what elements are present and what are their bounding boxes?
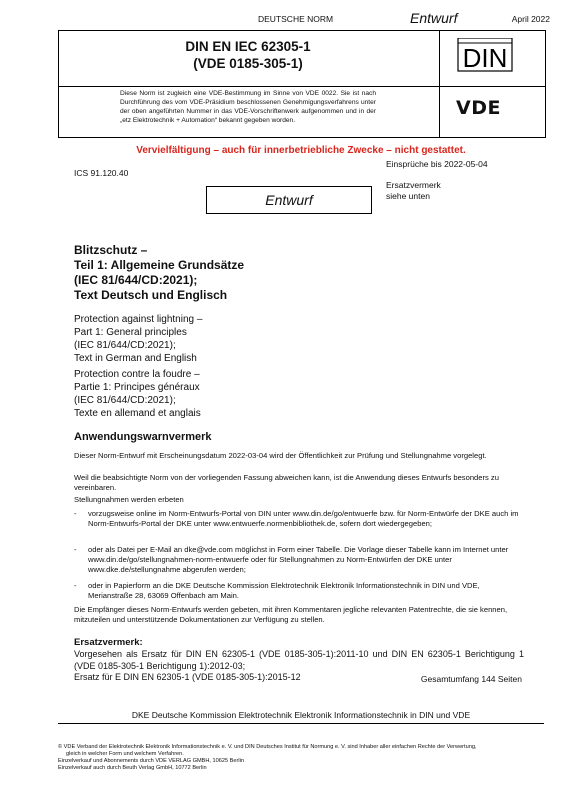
footer-line: Einzelverkauf auch durch Beuth Verlag GmbH, 10772 Berlin: [58, 765, 207, 771]
title-english: [74, 313, 202, 365]
replacement-line: Ersatz für E DIN EN 62305-1 (VDE 0185-305-1):2015-12: [74, 672, 301, 682]
replacement-line: Vorgesehen als Ersatz für DIN EN 62305-1 (VDE 0185-305-1):2011-10 und DIN EN 62305-1 Berichtigung 1 (VDE 0185-305-1 Berichtigung 1):2012-03;: [74, 649, 524, 671]
list-item-text: oder in Papierform an die DKE Deutsche Kommission Elektrotechnik Elektronik Informationstechnik in DIN und VDE, Merianstraße 28, 63069 Offenbach am Main.: [88, 581, 480, 600]
title-line: Text Deutsch und Englisch: [74, 288, 228, 302]
list-item-text: oder als Datei per E-Mail an dke@vde.com möglichst in Form einer Tabelle. Die Vorlage dieser Tabelle kann im Internet unter www.din.de/go/stellungnahmen-norm-entwuerfe oder für Stellungnahmen zu Norm-Entwürfen der DKE unter www.dke.de/stellungnahme abgerufen werden;: [88, 545, 509, 574]
paragraph: Stellungnahmen werden erbeten: [74, 495, 184, 504]
copy-notice: Vervielfältigung – auch für innerbetriebliche Zwecke – nicht gestattet.: [136, 145, 466, 156]
title-line: Teil 1: Allgemeine Grundsätze: [74, 258, 245, 272]
title-german: [74, 243, 244, 303]
vde-logo: VDE: [456, 97, 501, 119]
replacement-heading: Ersatzvermerk:: [74, 637, 143, 648]
bullet-dash: -: [74, 581, 77, 590]
title-line: Protection against lightning –: [74, 314, 203, 325]
standard-title: [58, 38, 438, 72]
draft-box: Entwurf: [206, 186, 372, 214]
standard-number: DIN EN IEC 62305-1: [185, 39, 311, 54]
bullet-dash: -: [74, 545, 77, 554]
title-line: Protection contre la foudre –: [74, 369, 200, 380]
paragraph: Weil die beabsichtigte Norm von der vorliegenden Fassung abweichen kann, ist die Anwendung dieses Entwurfs besonders zu vereinbaren.: [74, 473, 499, 492]
replacement-note: [386, 180, 441, 202]
footer-line: Einzelverkauf und Abonnements durch VDE VERLAG GMBH, 10625 Berlin: [58, 758, 244, 764]
divider: [439, 31, 440, 137]
title-line: Partie 1: Principes généraux: [74, 382, 200, 393]
title-french: [74, 368, 201, 420]
title-line: (IEC 81/644/CD:2021);: [74, 273, 198, 287]
title-line: (IEC 81/644/CD:2021);: [74, 340, 176, 351]
vde-number: (VDE 0185-305-1): [193, 56, 303, 71]
section-heading: Anwendungswarnvermerk: [74, 431, 212, 443]
paragraph: Dieser Norm-Entwurf mit Erscheinungsdatum 2022-03-04 wird der Öffentlichkeit zur Prüfung und Stellungnahme vorgelegt.: [74, 451, 487, 460]
objection-date: Einsprüche bis 2022-05-04: [386, 159, 488, 169]
draft-label: Entwurf: [410, 10, 458, 26]
issue-date: April 2022: [511, 14, 550, 24]
title-line: Texte en allemand et anglais: [74, 408, 201, 419]
replacement-note-line: siehe unten: [386, 191, 430, 201]
norm-type-label: DEUTSCHE NORM: [258, 14, 334, 24]
paragraph: Die Empfänger dieses Norm-Entwurfs werden gebeten, mit ihren Kommentaren jegliche relevanten Patentrechte, die sie kennen, mitzuteilen und unterstützende Dokumentationen zur Verfügung zu stellen.: [74, 605, 508, 624]
footer-line: gleich in welcher Form und welchem Verfahren.: [66, 751, 184, 757]
list-item-text: vorzugsweise online im Norm-Entwurfs-Portal von DIN unter www.din.de/go/entwuerfe bzw. für Norm-Entwürfe der DKE auch im Norm-Entwurfs-Portal der DKE unter www.entwuerfe.normenbibliothek.de, sofern dort wiedergegeben;: [88, 509, 519, 528]
total-pages: Gesamtumfang 144 Seiten: [420, 674, 522, 684]
footer-line: © VDE Verband der Elektrotechnik Elektronik Informationstechnik e. V. und DIN Deutsches Institut für Normung e. V. sind Inhaber aller einfachen Rechte der Verwertung,: [58, 744, 477, 750]
ics-code: ICS 91.120.40: [74, 168, 129, 178]
din-logo-text: DIN: [462, 43, 508, 72]
title-line: Part 1: General principles: [74, 327, 187, 338]
title-line: Blitzschutz –: [74, 243, 148, 257]
copyright-footer: [58, 744, 538, 772]
din-logo: [456, 38, 514, 72]
replacement-note-line: Ersatzvermerk: [386, 180, 441, 190]
bullet-dash: -: [74, 509, 77, 518]
dke-line: DKE Deutsche Kommission Elektrotechnik Elektronik Informationstechnik in DIN und VDE: [131, 710, 471, 720]
title-line: Text in German and English: [74, 353, 197, 364]
divider: [58, 723, 544, 724]
vde-description: Diese Norm ist zugleich eine VDE-Bestimmung im Sinne von VDE 0022. Sie ist nach Durchführung des vom VDE-Präsidium beschlossenen Genehmigungsverfahrens unter der oben angeführten Nummer in das VDE-Vorschriftenwerk aufgenommen und in der „etz Elektrotechnik + Automation“ bekannt gegeben worden.: [120, 90, 376, 124]
divider: [59, 86, 545, 87]
title-line: (IEC 81/644/CD:2021);: [74, 395, 176, 406]
